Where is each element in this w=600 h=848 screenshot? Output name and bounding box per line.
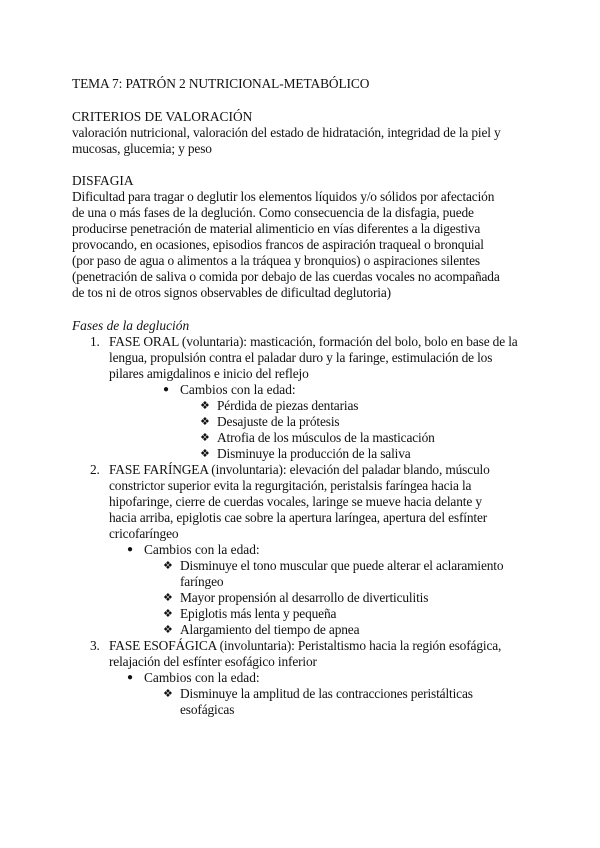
cambios-bullet <box>72 382 532 398</box>
fase-line: relajación del esfínter esofágico inferior <box>109 654 317 669</box>
cambio-item <box>72 446 532 462</box>
fases-heading: Fases de la deglución <box>72 318 190 333</box>
cambio-text: Mayor propensión al desarrollo de diverticulitis <box>180 590 429 605</box>
bullet-icon: ● <box>127 544 134 555</box>
cambios-label: Cambios con la edad: <box>144 542 260 557</box>
diamond-bullet-icon: ❖ <box>200 400 210 412</box>
cambio-item <box>72 430 532 446</box>
diamond-bullet-icon: ❖ <box>163 592 173 604</box>
cambio-text: Desajuste de la prótesis <box>217 414 340 429</box>
cambio-item <box>72 686 532 702</box>
fase-line: constrictor superior evita la regurgitación, peristalsis faríngea hacia la <box>109 478 472 493</box>
diamond-bullet-icon: ❖ <box>163 688 173 700</box>
cambio-item <box>72 398 532 414</box>
cambios-bullet <box>72 670 532 686</box>
cambios-label: Cambios con la edad: <box>180 382 296 397</box>
cambio-text: Epiglotis más lenta y pequeña <box>180 606 337 621</box>
fase-line <box>72 334 532 350</box>
cambios-label: Cambios con la edad: <box>144 670 260 685</box>
diamond-bullet-icon: ❖ <box>163 624 173 636</box>
cambio-text: Atrofia de los músculos de la masticación <box>217 430 435 445</box>
fases-section <box>72 318 532 718</box>
fase-line: hacia arriba, epiglotis cae sobre la apertura laríngea, apertura del esfínter <box>109 510 488 525</box>
diamond-bullet-icon: ❖ <box>200 432 210 444</box>
cambio-text: Pérdida de piezas dentarias <box>217 398 359 413</box>
diamond-bullet-icon: ❖ <box>200 448 210 460</box>
fase-number: 1. <box>90 334 100 349</box>
criterios-line: mucosas, glucemia; y peso <box>72 141 212 156</box>
cambio-item <box>72 414 532 430</box>
fase-item <box>72 638 532 718</box>
diamond-bullet-icon: ❖ <box>200 416 210 428</box>
fase-item <box>72 334 532 462</box>
cambio-text: Disminuye el tono muscular que puede alterar el aclaramiento <box>180 558 504 573</box>
diamond-bullet-icon: ❖ <box>163 560 173 572</box>
disfagia-line: de una o más fases de la deglución. Como consecuencia de la disfagia, puede <box>72 205 474 220</box>
criterios-line: valoración nutricional, valoración del estado de hidratación, integridad de la piel y <box>72 125 501 140</box>
fase-text: FASE FARÍNGEA (involuntaria): elevación del paladar blando, músculo <box>109 462 490 477</box>
cambio-text: Disminuye la amplitud de las contracciones peristálticas <box>180 686 473 701</box>
fase-text: FASE ORAL (voluntaria): masticación, formación del bolo, bolo en base de la <box>109 334 518 349</box>
criterios-heading: CRITERIOS DE VALORACIÓN <box>72 109 253 124</box>
cambio-text: Disminuye la producción de la saliva <box>217 446 411 461</box>
cambio-item <box>72 606 532 622</box>
disfagia-line: de tos ni de otros signos observables de dificultad deglutoria) <box>72 285 391 300</box>
fase-text: FASE ESOFÁGICA (involuntaria): Peristaltismo hacia la región esofágica, <box>109 638 502 653</box>
cambios-bullet <box>72 542 532 558</box>
cambio-item-continuation: faríngeo <box>180 574 224 589</box>
fase-line: cricofaríngeo <box>109 526 179 541</box>
fase-line <box>72 638 532 654</box>
fase-line: pilares amigdalinos e inicio del reflejo <box>109 366 309 381</box>
fase-line <box>72 462 532 478</box>
disfagia-heading: DISFAGIA <box>72 173 134 188</box>
fase-line: lengua, propulsión contra el paladar duro y la faringe, estimulación de los <box>109 350 493 365</box>
disfagia-line: (penetración de saliva o comida por debajo de las cuerdas vocales no acompañada <box>72 269 500 284</box>
cambio-item <box>72 590 532 606</box>
cambio-item-continuation: esofágicas <box>180 702 235 717</box>
criterios-section <box>72 109 532 157</box>
disfagia-line: producirse penetración de material alimenticio en vías diferentes a la digestiva <box>72 221 481 236</box>
bullet-icon: ● <box>163 384 170 395</box>
cambio-item <box>72 558 532 574</box>
fase-item <box>72 462 532 638</box>
document-title: TEMA 7: PATRÓN 2 NUTRICIONAL-METABÓLICO <box>72 76 370 91</box>
disfagia-line: (por paso de agua o alimentos a la tráquea y bronquios) o aspiraciones silentes <box>72 253 480 268</box>
fase-line: hipofaringe, cierre de cuerdas vocales, laringe se mueve hacia delante y <box>109 494 482 509</box>
disfagia-line: provocando, en ocasiones, episodios francos de aspiración traqueal o bronquial <box>72 237 484 252</box>
bullet-icon: ● <box>127 672 134 683</box>
diamond-bullet-icon: ❖ <box>163 608 173 620</box>
fase-number: 3. <box>90 638 100 653</box>
fase-number: 2. <box>90 462 100 477</box>
cambio-text: Alargamiento del tiempo de apnea <box>180 622 360 637</box>
disfagia-section <box>72 173 532 301</box>
disfagia-line: Dificultad para tragar o deglutir los elementos líquidos y/o sólidos por afectación <box>72 189 495 204</box>
document-page <box>72 76 532 718</box>
cambio-item <box>72 622 532 638</box>
